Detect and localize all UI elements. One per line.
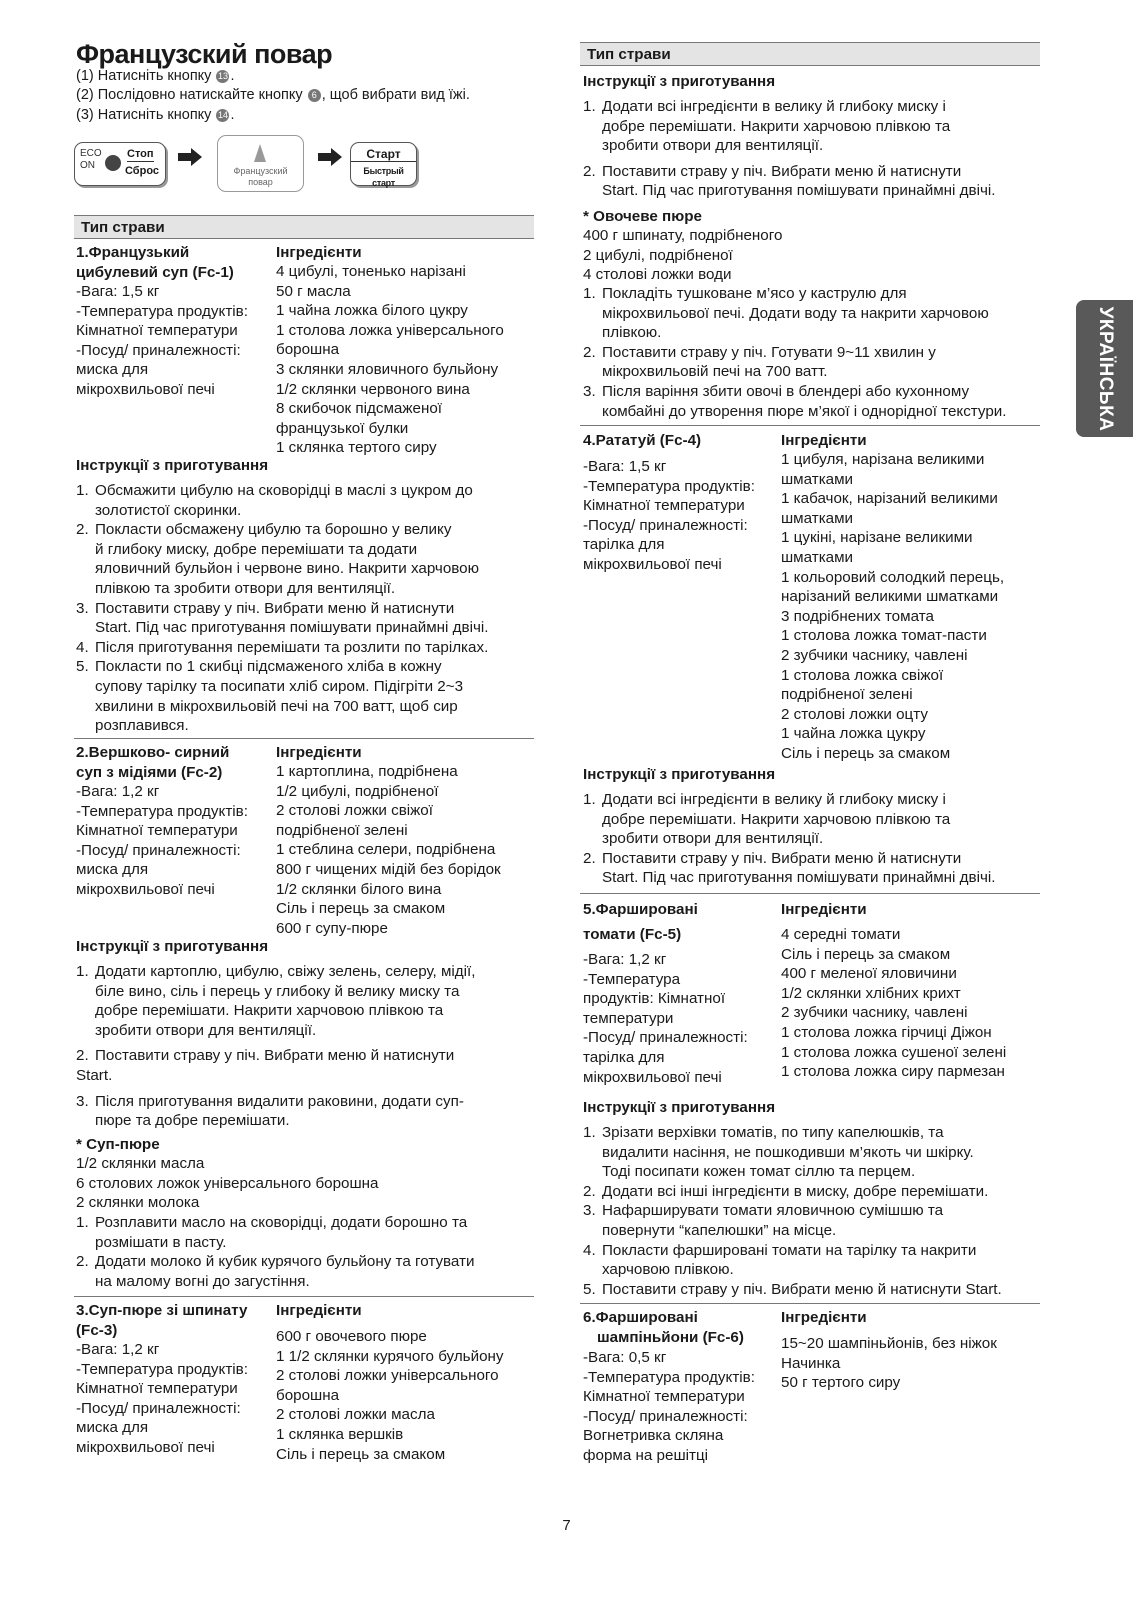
list-item: 2. Поставити страву у піч. Вибрати меню й натиснути Start. Під час приготування помішувати принаймні двічі. xyxy=(583,162,996,200)
recipe-5-ingredients: 4 середні томати Сіль і перець за смаком 400 г меленої яловичини 1/2 склянки хлібних крихт 2 зубчики часнику, чавлені 1 столова ложка гірчиці Діжон 1 столова ложка сушеної зелені 1 столова ложка сиру пармезан xyxy=(781,926,1007,1081)
french-chef-button-illustration: Французский повар xyxy=(217,135,304,192)
button-number-badge: 6 xyxy=(308,89,321,102)
instructions-heading: Інструкції з приготування xyxy=(583,1099,776,1116)
sub-recipe-title: * Овочеве пюре xyxy=(583,208,702,225)
sub-recipe-title: * Суп-пюре xyxy=(76,1136,160,1153)
ingredients-heading: Інгредієнти xyxy=(276,744,362,761)
setup-step: (3) Натисніть кнопку 14 . xyxy=(76,106,235,123)
list-item: 2. Додати всі інші інгредієнти в миску, добре перемішати. xyxy=(583,1182,989,1200)
page-title: Французский повар xyxy=(76,39,333,69)
recipe-2-info: -Вага: 1,2 кг -Температура продуктів: Кімнатної температури -Посуд/ приналежності: миска для мікрохвильової печі xyxy=(76,783,248,898)
list-item: 1. Додати всі інгредієнти в велику й глибоку миску і добре перемішати. Накрити харчовою плівкою та зробити отвори для вентиляції. xyxy=(583,791,951,848)
recipe-1-steps xyxy=(76,481,488,736)
sub-recipe-items: 400 г шпинату, подрібненого 2 цибулі, подрібненої 4 столові ложки води xyxy=(583,227,783,284)
list-item: 4. Після приготування перемішати та розлити по тарілках. xyxy=(76,638,489,656)
recipe-3-title: 3.Суп-пюре зі шпинату (Fc-3) xyxy=(76,1302,248,1339)
divider xyxy=(580,893,1040,894)
list-item: 5. Поставити страву у піч. Вибрати меню й натиснути Start. xyxy=(583,1280,1002,1298)
list-item: 1. Розплавити масло на сковорідці, додати борошно та розмішати в пасту. xyxy=(76,1214,468,1251)
divider xyxy=(74,1296,534,1297)
recipe-2-title: 2.Вершково- сирний суп з мідіями (Fc-2) xyxy=(76,744,230,781)
arrow-right-icon xyxy=(318,153,332,161)
recipe-5-title: 5.Фаршировані xyxy=(583,901,698,918)
setup-step: (1) Натисніть кнопку 13 . xyxy=(76,68,235,84)
recipe-3-ingredients: 600 г овочевого пюре 1 1/2 склянки курячого бульйону 2 столові ложки універсального борошна 2 столові ложки масла 1 склянка вершків Сіль і перець за смаком xyxy=(276,1328,504,1463)
recipe-6-title: 6.Фаршировані xyxy=(583,1309,698,1326)
recipe-6-ingredients: 15~20 шампіньйонів, без ніжок Начинка 50 г тертого сиру xyxy=(781,1335,997,1392)
recipe-4-steps xyxy=(583,790,995,888)
list-item: 3. Після варіння збити овочі в блендері або кухонному комбайні до утворення пюре м’якої і однорідної текстури. xyxy=(583,382,1007,420)
list-item: 1. Обсмажити цибулю на сковорідці в маслі з цукром до золотистої скоринки. xyxy=(76,482,473,519)
setup-steps xyxy=(76,67,470,125)
ingredients-heading: Інгредієнти xyxy=(276,1302,362,1319)
ingredients-heading: Інгредієнти xyxy=(276,244,362,261)
recipe-3-steps xyxy=(583,97,995,201)
language-tab: УКРАЇНСЬКА xyxy=(1076,300,1133,437)
page-number: 7 xyxy=(562,1517,571,1534)
recipe-1-ingredients: 4 цибулі, тоненько нарізані 50 г масла 1 чайна ложка білого цукру 1 столова ложка універсального борошна 3 склянки яловичного бульйону 1/2 склянки червоного вина 8 скибочок підсмаженої французької булки 1 склянка тертого сиру xyxy=(276,263,504,457)
divider xyxy=(580,425,1040,426)
start-button-illustration: Старт Быстрый старт xyxy=(350,142,417,186)
recipe-1-info: -Вага: 1,5 кг -Температура продуктів: Кімнатної температури -Посуд/ приналежності: миска для мікрохвильової печі xyxy=(76,283,248,398)
list-item: 1. Зрізати верхівки томатів, по типу капелюшків, та видалити насіння, не пошкодивши м’якоть чи шкірку. Тоді посипати кожен томат сіллю та перцем. xyxy=(583,1124,974,1181)
recipe-4-info: -Вага: 1,5 кг -Температура продуктів: Кімнатної температури -Посуд/ приналежності: тарілка для мікрохвильової печі xyxy=(583,458,755,573)
divider xyxy=(580,1303,1040,1304)
instructions-heading: Інструкції з приготування xyxy=(76,938,269,955)
list-item: 1. Додати всі інгредієнти в велику й глибоку миску і добре перемішати. Накрити харчовою плівкою та зробити отвори для вентиляції. xyxy=(583,98,951,155)
recipe-4-title: 4.Рататуй (Fc-4) xyxy=(583,432,702,449)
list-item: 3. Поставити страву у піч. Вибрати меню й натиснути Start. Під час приготування помішувати принаймні двічі. xyxy=(76,599,489,637)
recipe-5-title: томати (Fc-5) xyxy=(583,926,682,943)
list-item: 2. Додати молоко й кубик курячого бульйону та готувати на малому вогні до загустіння. xyxy=(76,1253,475,1290)
section-header: Тип страви xyxy=(74,215,534,239)
list-item: 3. Після приготування видалити раковини, додати суп- пюре та добре перемішати. xyxy=(76,1092,464,1130)
recipe-6-title: шампіньйони (Fc-6) xyxy=(597,1329,744,1346)
recipe-6-info: -Вага: 0,5 кг -Температура продуктів: Кімнатної температури -Посуд/ приналежності: Вогнетривка скляна форма на решітці xyxy=(583,1349,755,1464)
list-item: 5. Покласти по 1 скибці підсмаженого хліба в кожну супову тарілку та посипати хліб сиром. Підігріти 2~3 хвилини в мікрохвильовій печі на 700 ватт, щоб сир розплавився. xyxy=(76,658,464,735)
setup-step: (2) Послідовно натискайте кнопку 6 , щоб вибрати вид їжі. xyxy=(76,87,470,104)
eco-leaf-icon xyxy=(105,155,121,171)
ingredients-heading: Інгредієнти xyxy=(781,901,867,918)
list-item: 4. Покласти фаршировані томати на тарілку та накрити харчовою плівкою. xyxy=(583,1241,977,1279)
arrow-right-icon xyxy=(178,153,192,161)
recipe-4-ingredients: 1 цибуля, нарізана великими шматками 1 кабачок, нарізаний великими шматками 1 цукіні, нарізане великими шматками 1 кольоровий солодкий перець, нарізаний великими шматками 3 подрібнених томата 1 столова ложка томат-пасти 2 зубчики часнику, чавлені 1 столова ложка свіжої подрібненої зелені 2 столові ложки оцту 1 чайна ложка цукру Сіль і перець за смаком xyxy=(781,451,1005,762)
eco-stop-button-illustration: ECO ON Стоп Сброс xyxy=(74,142,166,186)
list-item: 2. Поставити страву у піч. Вибрати меню й натиснути Start. Під час приготування помішувати принаймні двічі. xyxy=(583,849,996,887)
instructions-heading: Інструкції з приготування xyxy=(583,73,776,90)
recipe-2-steps xyxy=(76,962,475,1131)
eiffel-tower-icon xyxy=(254,144,266,162)
sub-recipe-steps xyxy=(583,284,1007,421)
recipe-3-info: -Вага: 1,2 кг -Температура продуктів: Кімнатної температури -Посуд/ приналежності: миска для мікрохвильової печі xyxy=(76,1341,248,1456)
instructions-heading: Інструкції з приготування xyxy=(583,766,776,783)
instructions-heading: Інструкції з приготування xyxy=(76,457,269,474)
section-header: Тип страви xyxy=(580,42,1040,66)
recipe-2-ingredients: 1 картоплина, подрібнена 1/2 цибулі, подрібненої 2 столові ложки свіжої подрібненої зелені 1 стеблина селери, подрібнена 800 г чищених мідій без борідок 1/2 склянки білого вина Сіль і перець за смаком 600 г супу-пюре xyxy=(276,763,501,937)
divider xyxy=(74,738,534,739)
list-item: 3. Нафарширувати томати яловичною сумішшю та повернути “капелюшки” на місце. xyxy=(583,1202,944,1239)
list-item: 2. Поставити страву у піч. Вибрати меню й натиснути Start. xyxy=(76,1047,455,1084)
button-number-badge: 13 xyxy=(217,71,228,81)
recipe-5-steps xyxy=(583,1123,1002,1299)
sub-recipe-steps xyxy=(76,1213,475,1291)
list-item: 2. Поставити страву у піч. Готувати 9~11 хвилин у мікрохвильовій печі на 700 ватт. xyxy=(583,343,936,381)
recipe-1-title: 1.Французький цибулевий суп (Fc-1) xyxy=(76,244,234,281)
list-item: 2. Покласти обсмажену цибулю та борошно у велику й глибоку миску, добре перемішати та додати яловичний бульйон і червоне вино. Накрити харчовою плівкою та зробити отвори для вентиляції. xyxy=(76,521,480,597)
list-item: 1. Додати картоплю, цибулю, свіжу зелень, селеру, мідії, біле вино, сіль і перець у глибоку й велику миску та добре перемішати. Накрити харчовою плівкою та зробити отвори для вентиляції. xyxy=(76,963,476,1039)
button-number-badge: 14 xyxy=(217,109,228,120)
ingredients-heading: Інгредієнти xyxy=(781,432,867,449)
ingredients-heading: Інгредієнти xyxy=(781,1309,867,1326)
sub-recipe-items: 1/2 склянки масла 6 столових ложок універсального борошна 2 склянки молока xyxy=(76,1155,379,1212)
recipe-5-info: -Вага: 1,2 кг -Температура продуктів: Кімнатної температури -Посуд/ приналежності: тарілка для мікрохвильової печі xyxy=(583,951,748,1086)
list-item: 1. Покладіть тушковане м’ясо у каструлю для мікрохвильової печі. Додати воду та накрити харчовою плівкою. xyxy=(583,285,989,342)
